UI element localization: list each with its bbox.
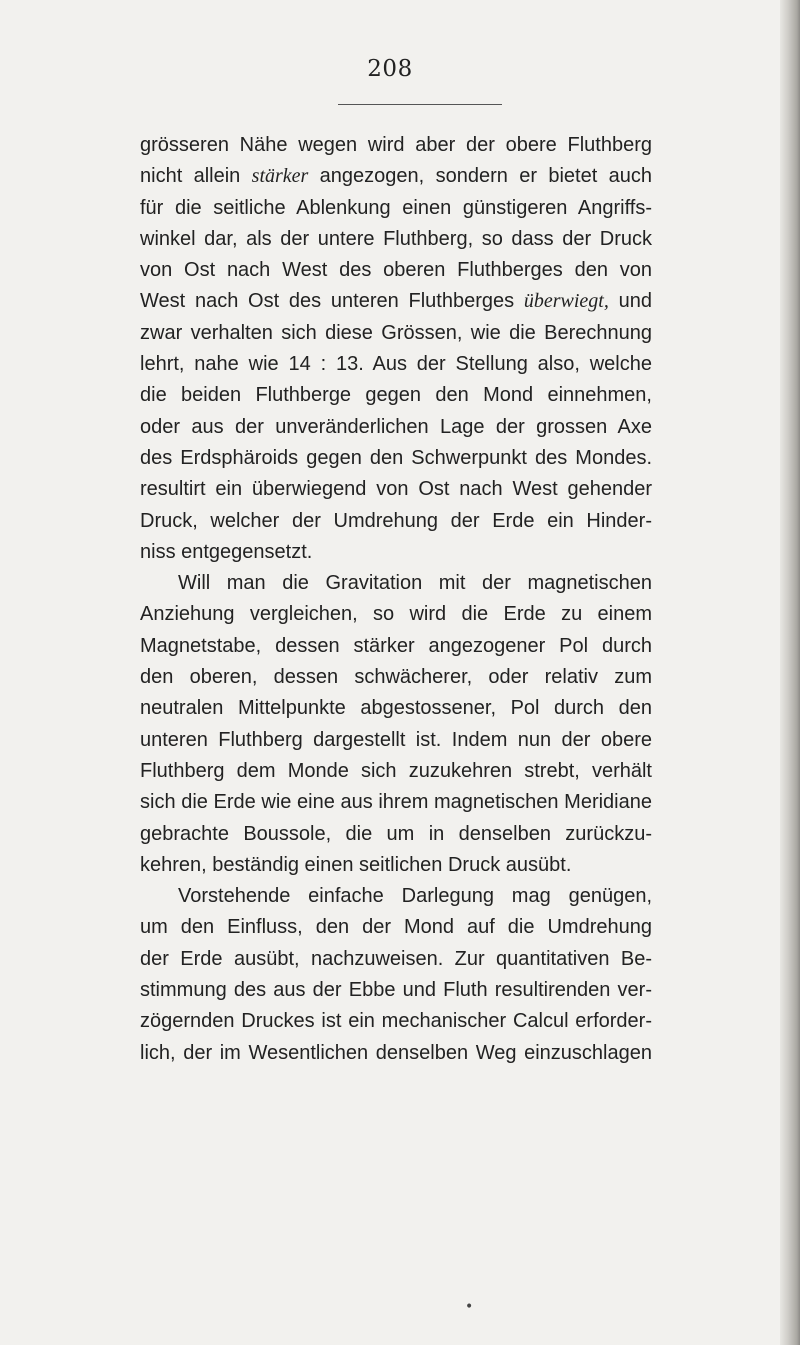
text-line: zögernden Druckes ist ein mechanischer Calcul erforder- [140, 1010, 652, 1033]
emphasized-word: stärker [251, 165, 309, 188]
text-line: zwar verhalten sich diese Grössen, wie die Berechnung [140, 321, 652, 344]
paragraph [140, 568, 652, 881]
body-text [140, 130, 652, 1069]
text-line: neutralen Mittelpunkte abgestossener, Pol durch den [140, 697, 652, 720]
text-line: winkel dar, als der untere Fluthberg, so dass der Druck [140, 227, 652, 250]
text-line: lehrt, nahe wie 14 : 13. Aus der Stellung also, welche [140, 353, 652, 376]
text-run: angezogen, sondern er bietet auch [308, 165, 652, 188]
text-line: von Ost nach West des oberen Fluthberges den von [140, 259, 652, 282]
text-line: Vorstehende einfache Darlegung mag genügen, [178, 885, 652, 908]
text-line: Druck, welcher der Umdrehung der Erde ein Hinder- [140, 509, 652, 532]
text-run: und [608, 290, 652, 313]
text-line: für die seitliche Ablenkung einen günstigeren Angriffs- [140, 196, 652, 219]
text-line: grösseren Nähe wegen wird aber der obere Fluthberg [140, 134, 652, 156]
text-run: nicht allein [140, 165, 252, 188]
text-line: Magnetstabe, dessen stärker angezogener Pol durch [140, 634, 652, 657]
text-line: Anziehung vergleichen, so wird die Erde zu einem [140, 603, 652, 626]
text-line: die beiden Fluthberge gegen den Mond einnehmen, [140, 384, 652, 407]
text-line [140, 161, 652, 192]
text-line: sich die Erde wie eine aus ihrem magnetischen Meridiane [140, 791, 652, 814]
emphasized-word: überwiegt, [523, 290, 609, 313]
text-line: Will man die Gravitation mit der magnetischen [178, 572, 652, 595]
text-line: um den Einfluss, den der Mond auf die Umdrehung [140, 916, 652, 939]
header-rule [338, 104, 502, 105]
paragraph [140, 881, 652, 1069]
text-line [140, 286, 652, 317]
text-line: Fluthberg dem Monde sich zuzukehren strebt, verhält [140, 759, 652, 782]
text-line: gebrachte Boussole, die um in denselben zurückzu- [140, 822, 652, 845]
text-line: stimmung des aus der Ebbe und Fluth resultirenden ver- [140, 979, 652, 1002]
text-line: lich, der im Wesentlichen denselben Weg einzuschlagen [140, 1041, 652, 1064]
text-run: West nach Ost des unteren Fluthberges [140, 290, 524, 313]
page-number: 208 [367, 56, 413, 82]
text-line: oder aus der unveränderlichen Lage der grossen Axe [140, 415, 652, 438]
text-line: des Erdsphäroids gegen den Schwerpunkt des Mondes. [140, 446, 652, 469]
text-line: den oberen, dessen schwächerer, oder relativ zum [140, 666, 652, 689]
text-line: resultirt ein überwiegend von Ost nach West gehender [140, 478, 652, 501]
text-line: niss entgegensetzt. [140, 540, 313, 563]
text-line: der Erde ausübt, nachzuweisen. Zur quantitativen Be- [140, 947, 652, 970]
text-line: kehren, beständig einen seitlichen Druck ausübt. [140, 853, 572, 876]
paragraph [140, 130, 652, 568]
text-line: unteren Fluthberg dargestellt ist. Indem nun der obere [140, 728, 652, 751]
footer-mark: • [465, 1299, 474, 1315]
page-edge-shadow [780, 0, 800, 1345]
